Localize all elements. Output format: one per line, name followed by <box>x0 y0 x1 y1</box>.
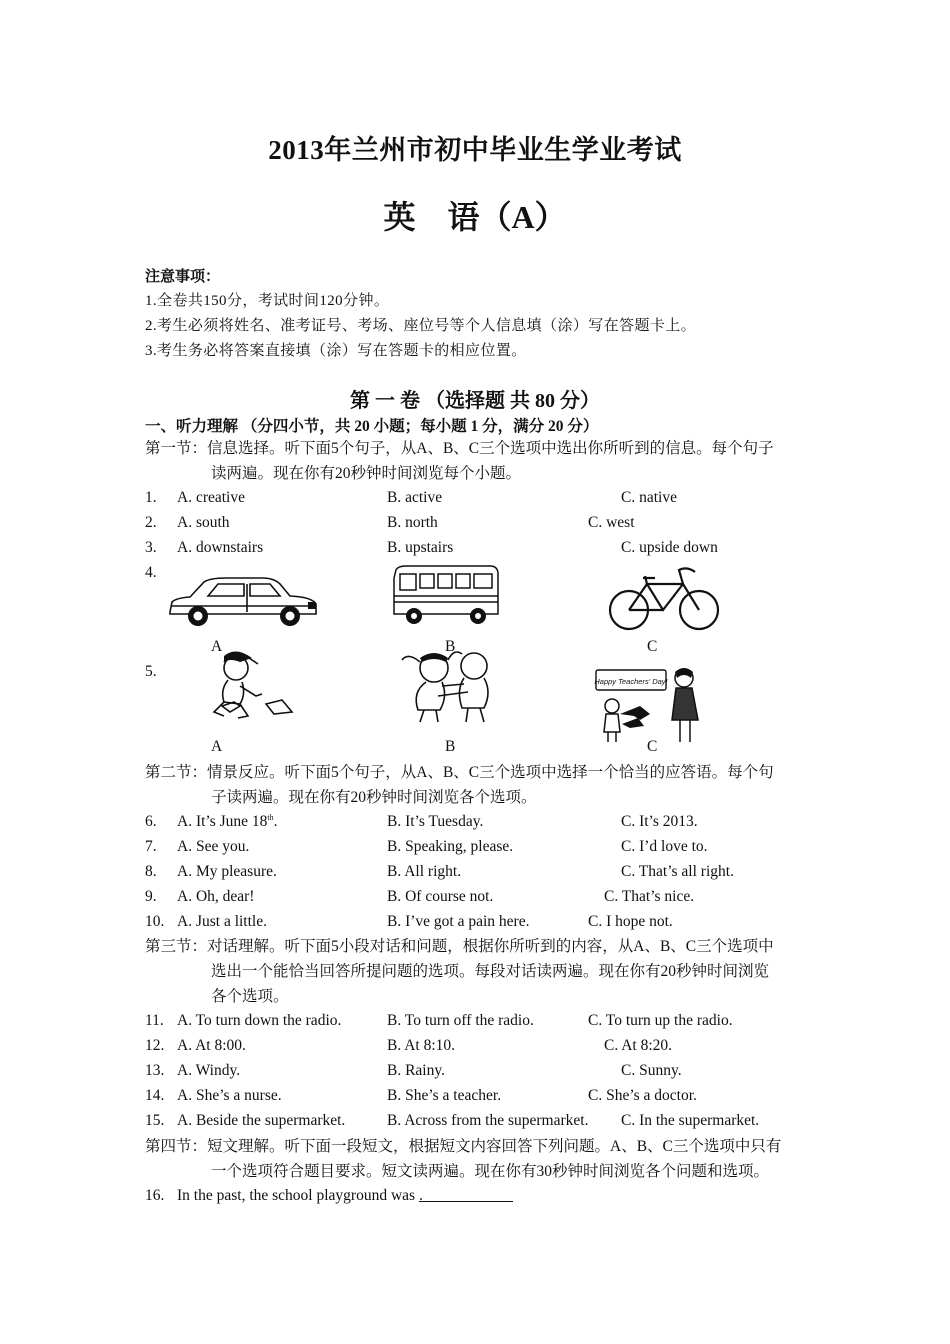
option-b: B. Across from the supermarket. <box>387 1112 589 1129</box>
subject-title: 英 语（A） <box>383 199 567 235</box>
option-c: C. To turn up the radio. <box>588 1012 733 1029</box>
question-number: 4. <box>145 564 157 581</box>
option-a: A. My pleasure. <box>177 863 277 880</box>
question-number: 6. <box>145 813 157 830</box>
question-number: 8. <box>145 863 157 880</box>
question-number: 15. <box>145 1112 165 1129</box>
picture-label: C <box>647 738 658 755</box>
instruction-line: 短文理解。听下面一段短文，根据短文内容回答下列问题。A、B、C三个选项中只有 <box>207 1138 782 1155</box>
subsection-label: 第二节： <box>145 764 208 781</box>
question-13 <box>0 1062 950 1087</box>
option-text: . <box>273 813 278 831</box>
instruction-line: 信息选择。听下面5个句子，从A、B、C三个选项中选出你所听到的信息。每个句子 <box>207 440 774 457</box>
instruction-line: 子读两遍。现在你有20秒钟时间浏览各个选项。 <box>211 789 537 806</box>
option-c: C. That’s nice. <box>604 888 695 905</box>
question-number: 12. <box>145 1037 165 1054</box>
option-a: A. Oh, dear! <box>177 888 255 905</box>
part-title: 第 一 卷 （选择题 共 80 分） <box>350 390 600 412</box>
question-number: 11. <box>145 1012 164 1029</box>
option-b: B. To turn off the radio. <box>387 1012 534 1029</box>
option-c: C. west <box>588 514 635 531</box>
question-number: 5. <box>145 663 157 680</box>
instruction-line: 读两遍。现在你有20秒钟时间浏览每个小题。 <box>211 465 522 482</box>
subsection-2-instructions <box>145 760 810 810</box>
subsection-label: 第一节： <box>145 440 208 457</box>
question-number: 13. <box>145 1062 165 1079</box>
question-number: 14. <box>145 1087 165 1104</box>
question-6 <box>0 813 950 838</box>
picture-label: B <box>445 638 456 655</box>
option-a <box>177 813 278 831</box>
option-c: C. upside down <box>621 539 718 556</box>
question-11 <box>0 1012 950 1037</box>
option-b: B. It’s Tuesday. <box>387 813 484 830</box>
option-c: C. I’d love to. <box>621 838 708 855</box>
option-a: A. Windy. <box>177 1062 241 1079</box>
option-c: C. It’s 2013. <box>621 813 698 830</box>
option-c: C. In the supermarket. <box>621 1112 760 1129</box>
question-2 <box>0 514 950 539</box>
question-number: 16. <box>145 1187 165 1204</box>
option-b: B. She’s a teacher. <box>387 1087 502 1104</box>
option-a: A. See you. <box>177 838 250 855</box>
option-c: C. She’s a doctor. <box>588 1087 697 1104</box>
exam-title: 2013年兰州市初中毕业生学业考试 <box>268 135 682 165</box>
question-8 <box>0 863 950 888</box>
option-a: A. Beside the supermarket. <box>177 1112 346 1129</box>
children-fighting-icon <box>398 640 508 724</box>
question-number: 1. <box>145 489 157 506</box>
notes-heading: 注意事项： <box>145 269 221 285</box>
question-12 <box>0 1037 950 1062</box>
option-b: B. upstairs <box>387 539 454 556</box>
section-heading: 一、听力理解 （分四小节，共 20 小题；每小题 1 分，满分 20 分） <box>145 418 599 435</box>
subsection-1-instructions <box>145 436 810 486</box>
instruction-line: 情景反应。听下面5个句子，从A、B、C三个选项中选择一个恰当的应答语。每个句 <box>207 764 774 781</box>
car-icon <box>166 572 320 630</box>
note-item: 1.全卷共150分，考试时间120分钟。 <box>145 293 390 309</box>
teachers-day-card-icon <box>594 664 714 746</box>
subsection-3-instructions <box>145 934 810 1009</box>
option-a: A. To turn down the radio. <box>177 1012 342 1029</box>
picture-label: C <box>647 638 658 655</box>
note-item: 2.考生必须将姓名、准考证号、考场、座位号等个人信息填（涂）写在答题卡上。 <box>145 318 697 334</box>
option-b: B. active <box>387 489 443 506</box>
option-b: B. I’ve got a pain here. <box>387 913 530 930</box>
bus-icon <box>390 562 502 628</box>
option-c: C. Sunny. <box>621 1062 682 1079</box>
boy-picking-up-litter-icon <box>200 646 300 722</box>
question-16 <box>0 1187 950 1212</box>
question-number: 9. <box>145 888 157 905</box>
picture-label: B <box>445 738 456 755</box>
picture-label: A <box>211 638 223 655</box>
ordinal-suffix: th <box>267 813 274 822</box>
subsection-label: 第四节： <box>145 1138 208 1155</box>
option-a: A. She’s a nurse. <box>177 1087 282 1104</box>
option-a: A. creative <box>177 489 245 506</box>
option-b: B. north <box>387 514 438 531</box>
instruction-line: 对话理解。听下面5小段对话和问题，根据你所听到的内容，从A、B、C三个选项中 <box>207 938 774 955</box>
option-text: A. It’s June 18 <box>177 813 268 831</box>
question-9 <box>0 888 950 913</box>
note-item: 3.考生务必将答案直接填（涂）写在答题卡的相应位置。 <box>145 343 527 359</box>
answer-blank <box>419 1187 513 1202</box>
bicycle-icon <box>607 562 723 634</box>
option-b: B. Rainy. <box>387 1062 445 1079</box>
option-c: C. At 8:20. <box>604 1037 673 1054</box>
question-number: 2. <box>145 514 157 531</box>
option-b: B. At 8:10. <box>387 1037 456 1054</box>
instruction-line: 选出一个能恰当回答所提问题的选项。每段对话读两遍。现在你有20秒钟时间浏览 <box>211 963 770 980</box>
option-c: C. That’s all right. <box>621 863 734 880</box>
stem-text: In the past, the school playground was <box>177 1187 416 1204</box>
option-a: A. Just a little. <box>177 913 267 930</box>
question-number: 7. <box>145 838 157 855</box>
card-text: Happy Teachers' Day! <box>594 677 668 686</box>
question-7 <box>0 838 950 863</box>
option-a: A. downstairs <box>177 539 264 556</box>
option-b: B. Of course not. <box>387 888 494 905</box>
question-14 <box>0 1087 950 1112</box>
question-number: 10. <box>145 913 165 930</box>
option-b: B. All right. <box>387 863 462 880</box>
question-stem: In the past, the school playground was . <box>177 1187 423 1205</box>
option-c: C. native <box>621 489 677 506</box>
instruction-line: 各个选项。 <box>211 988 289 1005</box>
question-3 <box>0 539 950 564</box>
instruction-line: 一个选项符合题目要求。短文读两遍。现在你有30秒钟时间浏览各个问题和选项。 <box>211 1163 770 1180</box>
option-c: C. I hope not. <box>588 913 673 930</box>
option-a: A. south <box>177 514 230 531</box>
subsection-label: 第三节： <box>145 938 208 955</box>
question-1 <box>0 489 950 514</box>
picture-label: A <box>211 738 223 755</box>
question-number: 3. <box>145 539 157 556</box>
option-b: B. Speaking, please. <box>387 838 514 855</box>
subsection-4-instructions <box>145 1134 810 1184</box>
option-a: A. At 8:00. <box>177 1037 246 1054</box>
